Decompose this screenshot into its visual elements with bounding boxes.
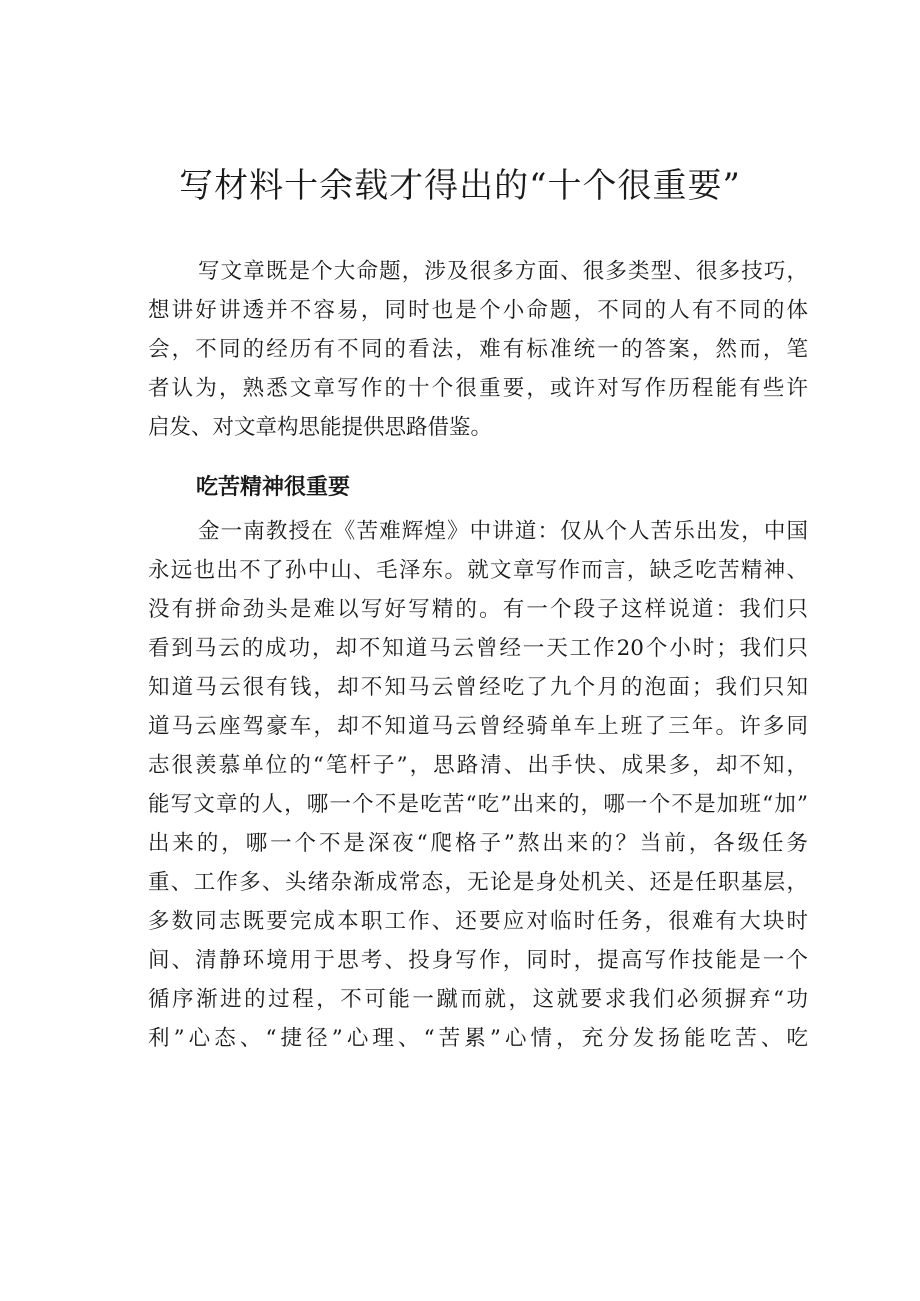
paragraph-line: 重、工作多、头绪杂渐成常态，无论是身处机关、还是任职基层， <box>148 870 808 895</box>
paragraph-line: 知道马云很有钱，却不知马云曾经吃了九个月的泡面；我们只知 <box>148 675 808 700</box>
paragraph-line: 出来的，哪一个不是深夜“爬格子”熬出来的？当前，各级任务 <box>148 831 808 856</box>
paragraph-line: 间、清静环境用于思考、投身写作，同时，提高写作技能是一个 <box>148 948 808 973</box>
paragraph-line: 金一南教授在《苦难辉煌》中讲道：仅从个人苦乐出发，中国 <box>198 519 808 544</box>
paragraph-line: 能写文章的人，哪一个不是吃苦“吃”出来的，哪一个不是加班“加” <box>148 792 808 817</box>
section-heading: 吃苦精神很重要 <box>196 475 351 500</box>
paragraph-line: 者认为，熟悉文章写作的十个很重要，或许对写作历程能有些许 <box>148 376 808 401</box>
intro-paragraph <box>148 252 808 447</box>
paragraph-line: 会，不同的经历有不同的看法，难有标准统一的答案，然而，笔 <box>148 337 808 362</box>
section-paragraph <box>148 512 808 1058</box>
paragraph-line: 志很羡慕单位的“笔杆子”，思路清、出手快、成果多，却不知， <box>148 753 808 778</box>
paragraph-line: 道马云座驾豪车，却不知道马云曾经骑单车上班了三年。许多同 <box>148 714 808 739</box>
document-title: 写材料十余载才得出的“十个很重要” <box>179 166 741 206</box>
paragraph-line: 启发、对文章构思能提供思路借鉴。 <box>148 415 493 440</box>
paragraph-line: 永远也出不了孙中山、毛泽东。就文章写作而言，缺乏吃苦精神、 <box>148 558 808 583</box>
paragraph-line: 利”心态、“捷径”心理、“苦累”心情，充分发扬能吃苦、吃 <box>148 1026 808 1051</box>
paragraph-line: 循序渐进的过程，不可能一蹴而就，这就要求我们必须摒弃“功 <box>148 987 808 1012</box>
paragraph-line: 看到马云的成功，却不知道马云曾经一天工作20个小时；我们只 <box>148 636 808 661</box>
paragraph-line: 想讲好讲透并不容易，同时也是个小命题，不同的人有不同的体 <box>148 298 808 323</box>
paragraph-line: 没有拼命劲头是难以写好写精的。有一个段子这样说道：我们只 <box>148 597 808 622</box>
paragraph-line: 多数同志既要完成本职工作、还要应对临时任务，很难有大块时 <box>148 909 808 934</box>
paragraph-line: 写文章既是个大命题，涉及很多方面、很多类型、很多技巧， <box>198 259 808 284</box>
